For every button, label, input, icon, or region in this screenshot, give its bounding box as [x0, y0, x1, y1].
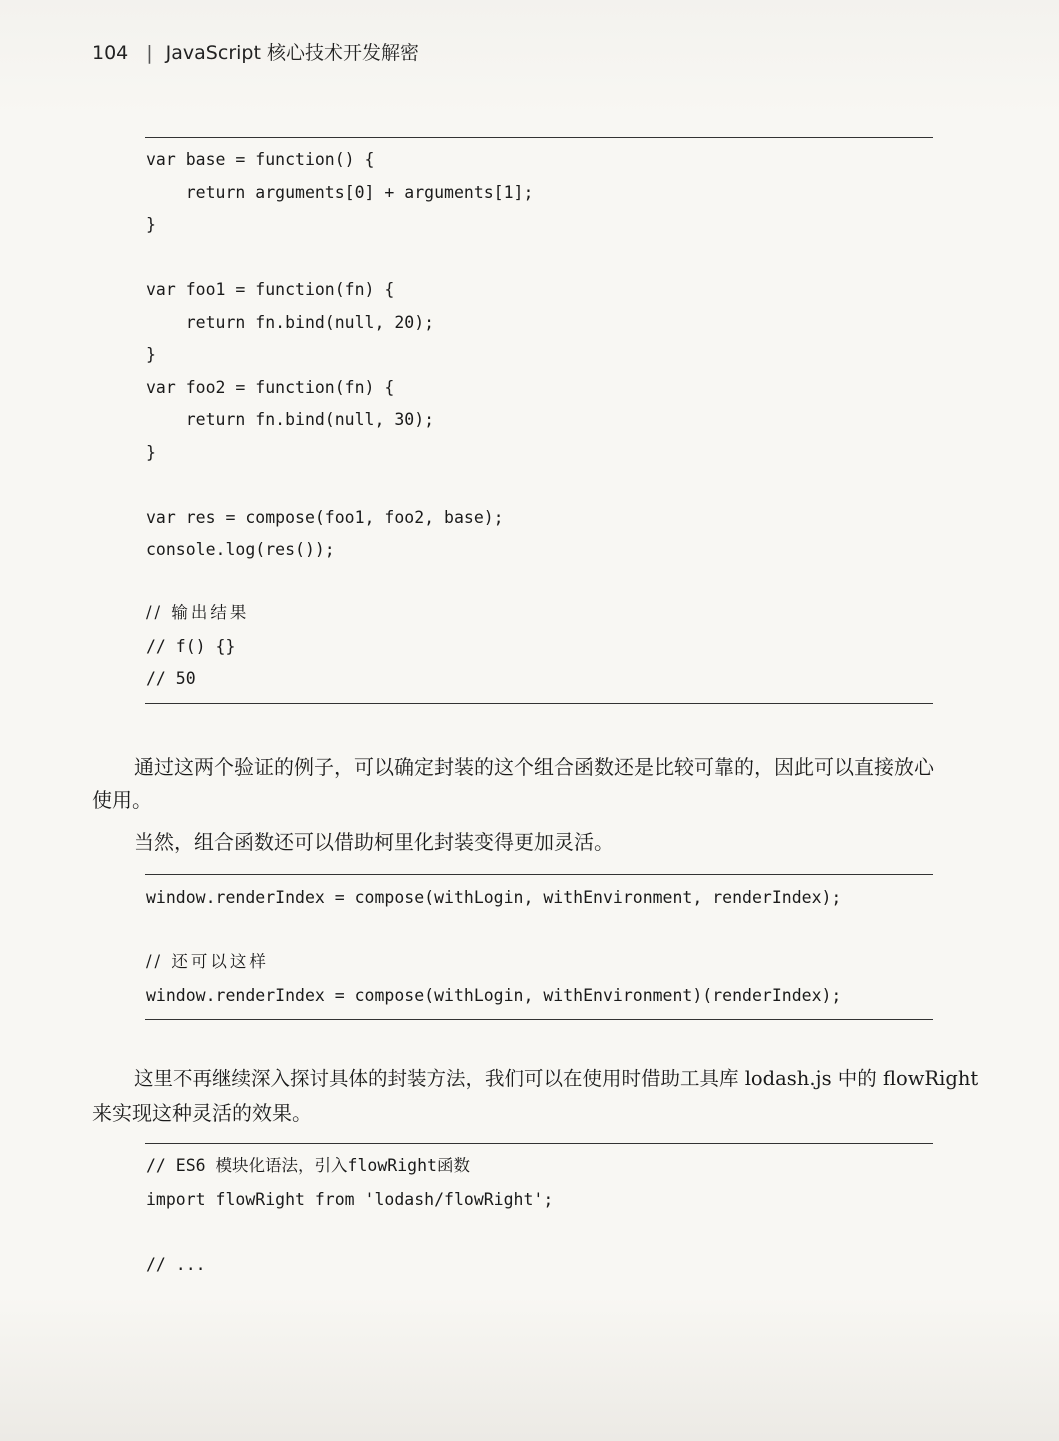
code-block-3-top-rule [145, 1143, 933, 1144]
running-header [92, 38, 419, 65]
code-line: return fn.bind(null, 30); [146, 410, 435, 429]
code-line: } [146, 345, 156, 364]
paragraph-text: 当然，组合函数还可以借助柯里化封装变得更加灵活。 [134, 830, 614, 854]
code-line: var foo2 = function(fn) { [146, 378, 395, 397]
code-block-2-bottom-rule [145, 1019, 933, 1020]
code-comment: // 输出结果 [146, 603, 250, 622]
code-comment: // ... [146, 1255, 206, 1274]
code-line: window.renderIndex = compose(withLogin, withEnvironment, renderIndex); [146, 888, 842, 907]
paragraph-text: 通过这两个验证的例子，可以确定封装的这个组合函数还是比较可靠的，因此可以直接放心 [134, 755, 934, 779]
code-comment: // f() {} [146, 637, 236, 656]
code-line: var res = compose(foo1, foo2, base); [146, 508, 504, 527]
code-comment: // 还可以这样 [146, 952, 269, 971]
code-line: } [146, 215, 156, 234]
paragraph-text: 来实现这种灵活的效果。 [92, 1101, 312, 1125]
page-number: 104 [92, 42, 129, 64]
code-line: } [146, 443, 156, 462]
book-title: JavaScript 核心技术开发解密 [165, 42, 419, 64]
code-comment: // 50 [146, 669, 196, 688]
paragraph-text: 使用。 [92, 788, 152, 812]
code-line: import flowRight from 'lodash/flowRight'; [146, 1190, 554, 1209]
code-block-1-bottom-rule [145, 703, 933, 704]
code-block-2-top-rule [145, 874, 933, 875]
code-block-1-top-rule [145, 137, 933, 138]
code-line: return fn.bind(null, 20); [146, 313, 435, 332]
header-separator: | [146, 42, 153, 64]
code-comment: // ES6 模块化语法，引入flowRight函数 [146, 1156, 470, 1175]
code-line: console.log(res()); [146, 540, 335, 559]
code-line: return arguments[0] + arguments[1]; [146, 183, 534, 202]
code-line: var foo1 = function(fn) { [146, 280, 395, 299]
code-line: var base = function() { [146, 150, 375, 169]
paragraph-text: 这里不再继续深入探讨具体的封装方法，我们可以在使用时借助工具库 lodash.js 中的 flowRight [134, 1067, 979, 1090]
code-line: window.renderIndex = compose(withLogin, withEnvironment)(renderIndex); [146, 986, 842, 1005]
